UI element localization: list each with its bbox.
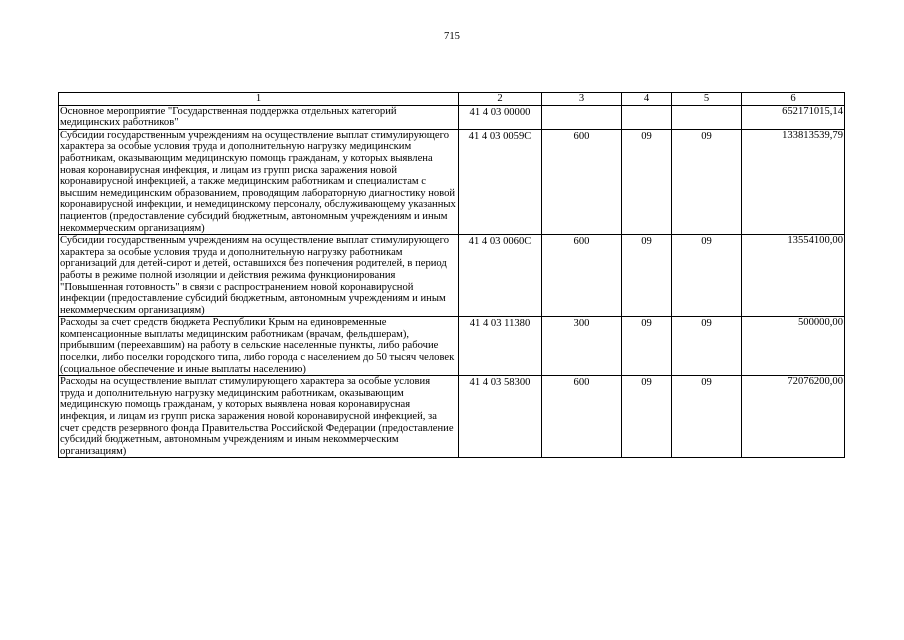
row-amount: 133813539,79 bbox=[742, 129, 845, 234]
row-code: 41 4 03 0060С bbox=[459, 235, 542, 317]
header-cell: 5 bbox=[672, 93, 742, 106]
row-section bbox=[622, 105, 672, 129]
header-cell: 6 bbox=[742, 93, 845, 106]
row-section: 09 bbox=[622, 376, 672, 458]
table-header-row bbox=[59, 93, 845, 106]
row-amount: 13554100,00 bbox=[742, 235, 845, 317]
table-row bbox=[59, 105, 845, 129]
header-cell: 4 bbox=[622, 93, 672, 106]
table-row bbox=[59, 376, 845, 458]
row-subsection: 09 bbox=[672, 317, 742, 376]
row-section: 09 bbox=[622, 129, 672, 234]
row-amount: 652171015,14 bbox=[742, 105, 845, 129]
row-type bbox=[542, 105, 622, 129]
row-amount: 500000,00 bbox=[742, 317, 845, 376]
row-description: Расходы за счет средств бюджета Республики Крым на единовременные компенсационные выплаты медицинским работникам (врачам, фельдшерам), прибывшим (переехавшим) на работу в сельские населенные пункты, либо рабочие поселки, либо поселки городского типа, либо города с населением до 50 тысяч человек (социальное обеспечение и иные выплаты населению) bbox=[59, 317, 459, 376]
table-row bbox=[59, 129, 845, 234]
row-amount: 72076200,00 bbox=[742, 376, 845, 458]
row-description: Субсидии государственным учреждениям на осуществление выплат стимулирующего характера за особые условия труда и дополнительную нагрузку медицинским работникам, оказывающим медицинскую помощь гражданам, у которых выявлена новая коронавирусная инфекция, и лицам из групп риска заражения новой коронавирусной инфекцией, а также медицинским работникам и специалистам с высшим немедицинским образованием, проводящим лабораторную диагностику новой коронавирусной инфекции, и немедицинскому персоналу, обслуживающему указанных пациентов (предоставление субсидий бюджетным, автономным учреждениям и иным некоммерческим организациям) bbox=[59, 129, 459, 234]
row-subsection: 09 bbox=[672, 235, 742, 317]
row-type: 300 bbox=[542, 317, 622, 376]
row-type: 600 bbox=[542, 376, 622, 458]
row-code: 41 4 03 58300 bbox=[459, 376, 542, 458]
header-cell: 3 bbox=[542, 93, 622, 106]
row-section: 09 bbox=[622, 317, 672, 376]
row-description: Субсидии государственным учреждениям на осуществление выплат стимулирующего характера за особые условия труда и дополнительную нагрузку работникам организаций для детей-сирот и детей, оставшихся без попечения родителей, в период работы в режиме полной изоляции и действия режима функционирования "Повышенная готовность" в связи с распространением новой коронавирусной инфекции (предоставление субсидий бюджетным, автономным учреждениям и иным некоммерческим организациям) bbox=[59, 235, 459, 317]
row-type: 600 bbox=[542, 235, 622, 317]
budget-table bbox=[58, 92, 845, 458]
row-section: 09 bbox=[622, 235, 672, 317]
row-subsection: 09 bbox=[672, 129, 742, 234]
table-row bbox=[59, 317, 845, 376]
row-subsection bbox=[672, 105, 742, 129]
row-code: 41 4 03 00000 bbox=[459, 105, 542, 129]
page-number: 715 bbox=[444, 31, 460, 42]
table-row bbox=[59, 235, 845, 317]
row-description: Расходы на осуществление выплат стимулирующего характера за особые условия труда и дополнительную нагрузку медицинским работникам, оказывающим медицинскую помощь гражданам, у которых выявлена новая коронавирусная инфекция, и лицам из групп риска заражения новой коронавирусной инфекцией, за счет средств резервного фонда Правительства Российской Федерации (предоставление субсидий бюджетным, автономным учреждениям и иным некоммерческим организациям) bbox=[59, 376, 459, 458]
row-subsection: 09 bbox=[672, 376, 742, 458]
row-code: 41 4 03 11380 bbox=[459, 317, 542, 376]
header-cell: 1 bbox=[59, 93, 459, 106]
header-cell: 2 bbox=[459, 93, 542, 106]
row-code: 41 4 03 0059С bbox=[459, 129, 542, 234]
row-description: Основное мероприятие "Государственная поддержка отдельных категорий медицинских работников" bbox=[59, 105, 459, 129]
row-type: 600 bbox=[542, 129, 622, 234]
